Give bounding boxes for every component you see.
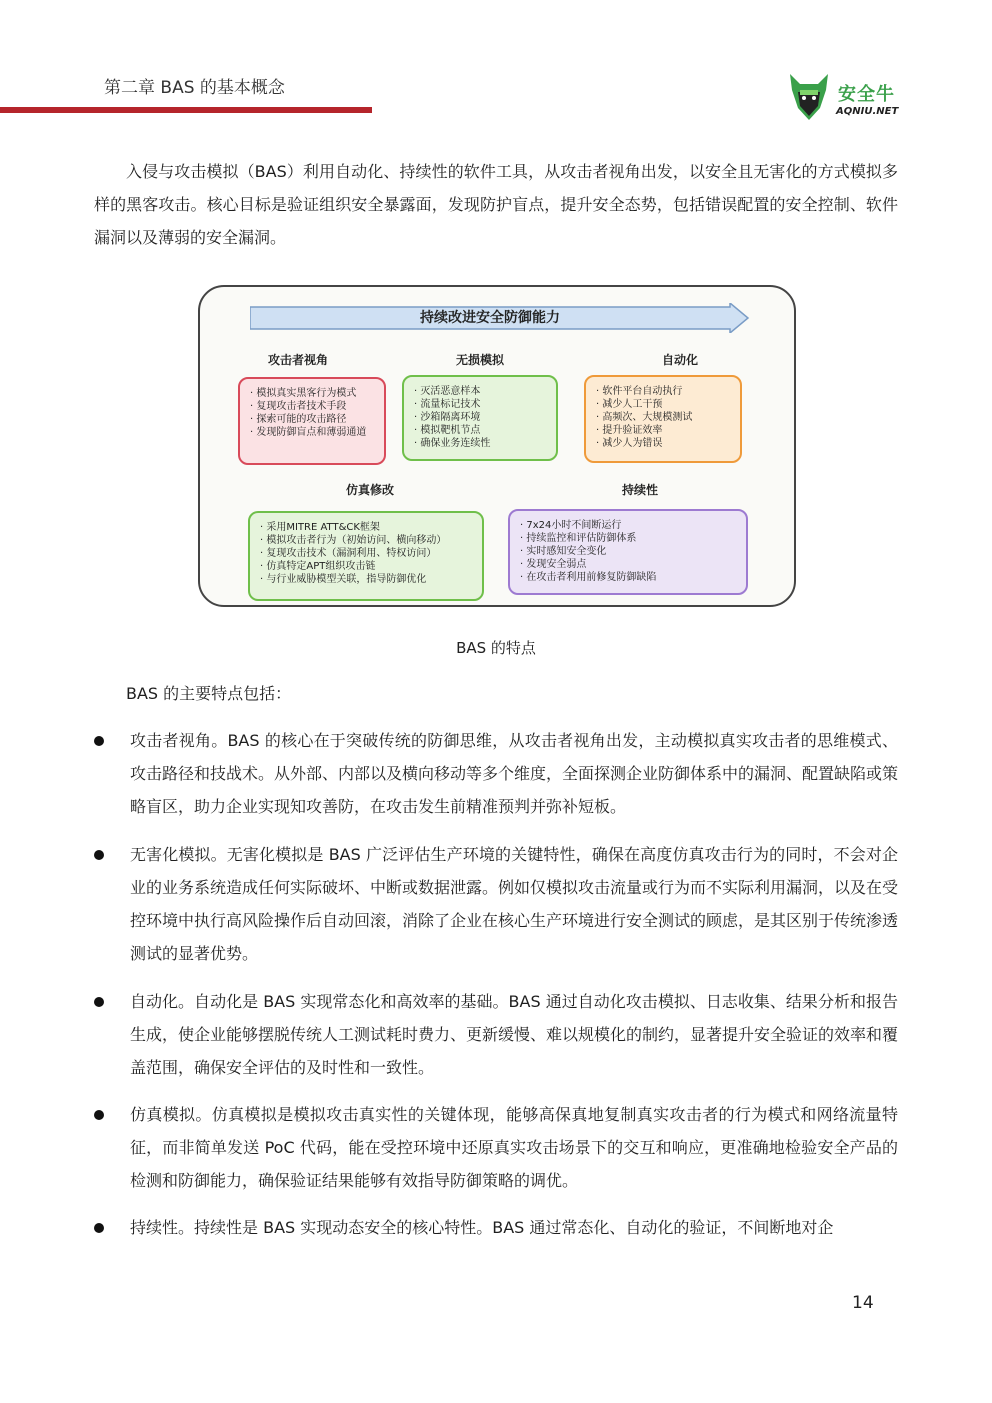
list-item: · 模拟真实黑客行为模式 [250,387,374,400]
banner-arrow [250,303,750,333]
list-item: · 发现防御盲点和薄弱通道 [250,426,374,439]
list-item: · 发现安全弱点 [520,558,736,571]
list-item: · 模拟攻击者行为（初始访问、横向移动） [260,534,472,547]
col-title-continuity: 持续性 [621,483,658,497]
col-title-automation: 自动化 [661,353,698,367]
list-item: · 7x24小时不间断运行 [520,519,736,532]
chapter-title: 第二章 BAS 的基本概念 [104,78,285,98]
bullet-dot-icon [94,736,104,746]
col-title-emulation: 仿真修改 [345,483,394,497]
card-emulation [248,511,484,601]
list-item: · 确保业务连续性 [414,437,546,450]
bullet-text: 无害化模拟。无害化模拟是 BAS 广泛评估生产环境的关键特性，确保在高度仿真攻击行为的同时，不会对企业的业务系统造成任何实际破坏、中断或数据泄露。例如仅模拟攻击流量或行为而不实际利用漏洞，以及在受控环境中执行高风险操作后自动回滚，消除了企业在核心生产环境进行安全测试的顾虑，是其区别于传统渗透测试的显著优势。 [130,845,899,963]
list-item: · 软件平台自动执行 [596,385,730,398]
list-item: · 沙箱隔离环境 [414,411,546,424]
list-item: · 仿真特定APT组织攻击链 [260,560,472,573]
lead-paragraph: BAS 的主要特点包括： [126,684,292,703]
bullet-dot-icon [94,1110,104,1120]
figure-caption: BAS 的特点 [456,639,536,657]
bullet-dot-icon [94,850,104,860]
list-item: · 复现攻击者技术手段 [250,400,374,413]
col-title-harmless: 无损模拟 [455,353,504,367]
bullet-text: 仿真模拟。仿真模拟是模拟攻击真实性的关键体现，能够高保真地复制真实攻击者的行为模式和网络流量特征，而非简单发送 PoC 代码，能在受控环境中还原真实攻击场景下的交互和响应，更准确地检验安全产品的检测和防御能力，确保验证结果能够有效指导防御策略的调优。 [130,1105,898,1190]
page-number: 14 [852,1293,874,1313]
list-item: · 复现攻击技术（漏洞利用、特权访问） [260,547,472,560]
bullet-text: 持续性。持续性是 BAS 实现动态安全的核心特性。BAS 通过常态化、自动化的验证，不间断地对企 [130,1218,834,1237]
bullet-text: 攻击者视角。BAS 的核心在于突破传统的防御思维，从攻击者视角出发，主动模拟真实攻击者的思维模式、攻击路径和技战术。从外部、内部以及横向移动等多个维度，全面探测企业防御体系中的漏洞、配置缺陷或策略盲区，助力企业实现知攻善防，在攻击发生前精准预判并弥补短板。 [130,731,899,816]
list-item: · 减少人工干预 [596,398,730,411]
col-title-attacker: 攻击者视角 [267,353,328,367]
list-item: · 在攻击者利用前修复防御缺陷 [520,571,736,584]
list-item: · 流量标记技术 [414,398,546,411]
header-rule [0,107,372,113]
list-item: · 实时感知安全变化 [520,545,736,558]
list-item: · 模拟靶机节点 [414,424,546,437]
bas-features-diagram [198,285,796,607]
list-item: · 减少人为错误 [596,437,730,450]
list-item: · 采用MITRE ATT&CK框架 [260,521,472,534]
card-harmless [402,375,558,461]
bullet-dot-icon [94,997,104,1007]
bullet-dot-icon [94,1223,104,1233]
list-item: · 持续监控和评估防御体系 [520,532,736,545]
logo-text: 安全牛 [838,84,895,105]
logo-subtext: AQNIU.NET [836,106,899,117]
list-item: · 与行业威胁模型关联，指导防御优化 [260,573,472,586]
bull-mascot-icon [786,68,832,124]
page-header [0,0,992,130]
bullet-text: 自动化。自动化是 BAS 实现常态化和高效率的基础。BAS 通过自动化攻击模拟、日志收集、结果分析和报告生成，使企业能够摆脱传统人工测试耗时费力、更新缓慢、难以规模化的制约，显著提升安全验证的效率和覆盖范围，确保安全评估的及时性和一致性。 [130,992,899,1077]
list-item: · 探索可能的攻击路径 [250,413,374,426]
card-continuity [508,509,748,595]
card-automation [584,375,742,463]
list-item: · 灭活恶意样本 [414,385,546,398]
banner-text: 持续改进安全防御能力 [420,310,560,326]
list-item: · 高频次、大规模测试 [596,411,730,424]
intro-paragraph: 入侵与攻击模拟（BAS）利用自动化、持续性的软件工具，从攻击者视角出发，以安全且无害化的方式模拟多样的黑客攻击。核心目标是验证组织安全暴露面，发现防护盲点，提升安全态势，包括错误配置的安全控制、软件漏洞以及薄弱的安全漏洞。 [94,162,898,247]
aqniu-logo [786,68,906,126]
list-item: · 提升验证效率 [596,424,730,437]
card-attacker [238,377,386,465]
